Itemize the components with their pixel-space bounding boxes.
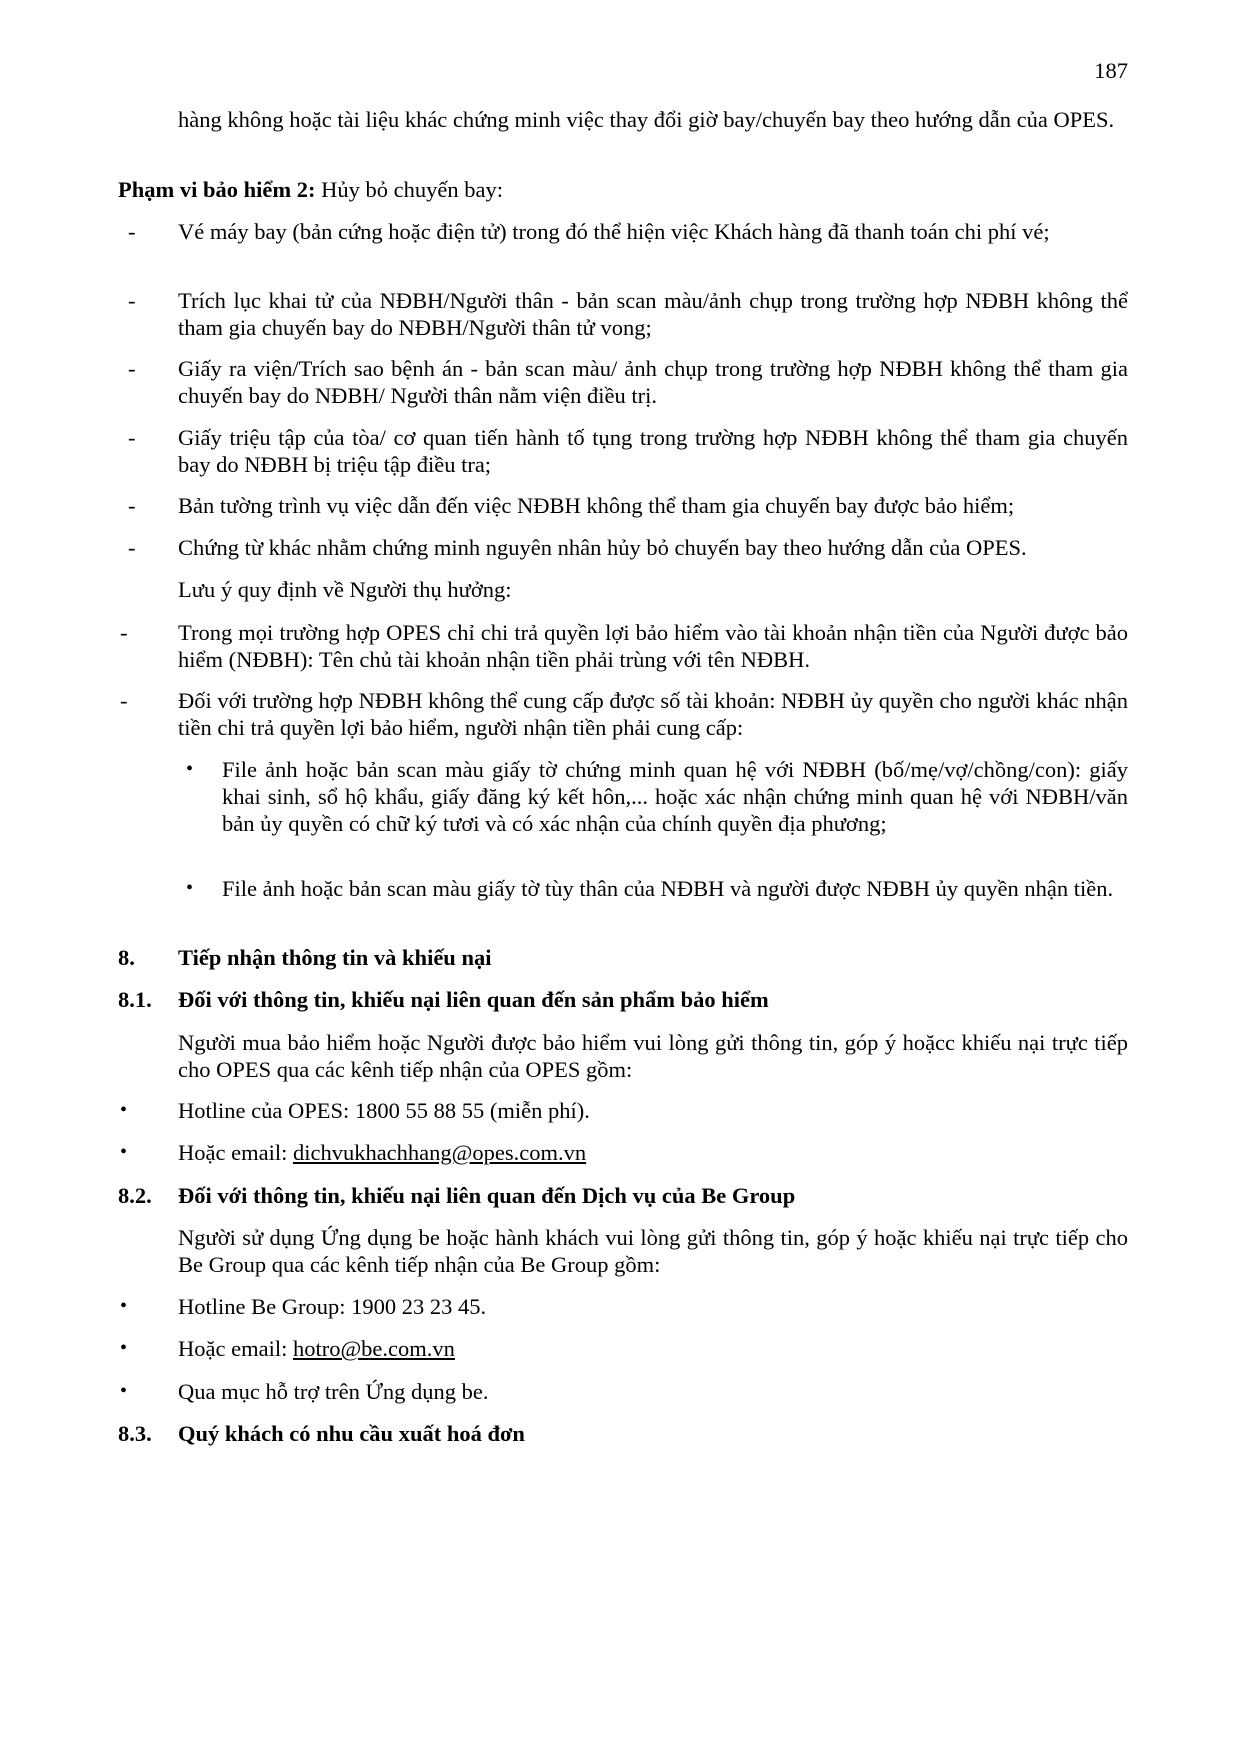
section-title: Tiếp nhận thông tin và khiếu nại [178,945,492,970]
list-item-text: Chứng từ khác nhằm chứng minh nguyên nhân hủy bỏ chuyến bay theo hướng dẫn của OPES. [178,535,1027,560]
list-item-text: Giấy triệu tập của tòa/ cơ quan tiến hành tố tụng trong trường hợp NĐBH không thể tham gia chuyến bay do NĐBH bị triệu tập điều tra; [178,425,1128,477]
be-email-link[interactable]: hotro@be.com.vn [292,1336,455,1361]
section-title: Đối với thông tin, khiếu nại liên quan đến sản phẩm bảo hiểm [178,987,769,1012]
dash-marker: - [128,356,136,381]
bullet-marker: • [120,1295,128,1317]
section-title: Quý khách có nhu cầu xuất hoá đơn [178,1421,525,1446]
dash-marker: - [128,493,136,518]
dash-marker: - [120,620,128,645]
dash-marker: - [128,288,136,313]
sub-list-item-text: File ảnh hoặc bản scan màu giấy tờ tùy thân của NĐBH và người được NĐBH ủy quyền nhận tiền. [222,876,1114,901]
bullet-marker: • [186,758,194,780]
dash-marker: - [128,219,136,244]
section-8-2-body: Người sử dụng Ứng dụng be hoặc hành khách vui lòng gửi thông tin, góp ý hoặc khiếu nại trực tiếp cho Be Group qua các kênh tiếp nhận của Be Group gồm: [178,1225,1128,1277]
section-title: Đối với thông tin, khiếu nại liên quan đến Dịch vụ của Be Group [178,1183,796,1208]
page-number: 187 [1094,58,1128,83]
opes-hotline: Hotline của OPES: 1800 55 88 55 (miễn phí). [178,1098,590,1123]
section-number: 8.3. [118,1421,152,1446]
be-hotline: Hotline Be Group: 1900 23 23 45. [178,1294,487,1319]
bullet-marker: • [186,877,194,899]
bullet-marker: • [120,1099,128,1121]
list-item-text: Đối với trường hợp NĐBH không thể cung cấp được số tài khoản: NĐBH ủy quyền cho người khác nhận tiền chi trả quyền lợi bảo hiểm, người nhận tiền phải cung cấp: [178,688,1128,740]
dash-marker: - [120,688,128,713]
section-8-1-body: Người mua bảo hiểm hoặc Người được bảo hiểm vui lòng gửi thông tin, góp ý hoặcc khiếu nại trực tiếp cho OPES qua các kênh tiếp nhận của OPES gồm: [178,1030,1128,1082]
bullet-marker: • [120,1380,128,1402]
opes-email-link[interactable]: dichvukhachhang@opes.com.vn [292,1140,587,1165]
list-item-text: Trong mọi trường hợp OPES chỉ chi trả quyền lợi bảo hiểm vào tài khoản nhận tiền của Người được bảo hiểm (NĐBH): Tên chủ tài khoản nhận tiền phải trùng với tên NĐBH. [178,620,1128,672]
beneficiary-note: Lưu ý quy định về Người thụ hưởng: [178,577,512,602]
be-app-support: Qua mục hỗ trợ trên Ứng dụng be. [178,1379,489,1404]
intro-paragraph: hàng không hoặc tài liệu khác chứng minh việc thay đổi giờ bay/chuyến bay theo hướng dẫn của OPES. [178,107,1115,132]
email-label: Hoặc email: [178,1140,293,1165]
scope2-text: Hủy bỏ chuyến bay: [315,177,503,202]
section-number: 8.1. [118,987,152,1012]
dash-marker: - [128,425,136,450]
bullet-marker: • [120,1337,128,1359]
bullet-marker: • [120,1141,128,1163]
be-email-line [178,1335,1128,1362]
list-item-text: Vé máy bay (bản cứng hoặc điện tử) trong đó thể hiện việc Khách hàng đã thanh toán chi phí vé; [178,219,1050,244]
scope2-heading [118,176,1128,203]
sub-list-item-text: File ảnh hoặc bản scan màu giấy tờ chứng minh quan hệ với NĐBH (bố/mẹ/vợ/chồng/con): giấy khai sinh, sổ hộ khẩu, giấy đăng ký kết hôn,... hoặc xác nhận chứng minh quan hệ với NĐBH/văn bản ủy quyền có chữ ký tươi và có xác nhận của chính quyền địa phương; [222,757,1128,836]
dash-marker: - [128,535,136,560]
scope2-label: Phạm vi bảo hiểm 2: [118,177,316,202]
email-label: Hoặc email: [178,1336,293,1361]
list-item-text: Trích lục khai tử của NĐBH/Người thân - bản scan màu/ảnh chụp trong trường hợp NĐBH không thể tham gia chuyến bay do NĐBH/Người thân tử vong; [178,288,1128,340]
section-number: 8.2. [118,1183,152,1208]
section-number: 8. [118,945,135,970]
list-item-text: Bản tường trình vụ việc dẫn đến việc NĐBH không thể tham gia chuyến bay được bảo hiểm; [178,493,1015,518]
opes-email-line [178,1139,1128,1166]
list-item-text: Giấy ra viện/Trích sao bệnh án - bản scan màu/ ảnh chụp trong trường hợp NĐBH không thể tham gia chuyến bay do NĐBH/ Người thân nằm viện điều trị. [178,356,1128,408]
